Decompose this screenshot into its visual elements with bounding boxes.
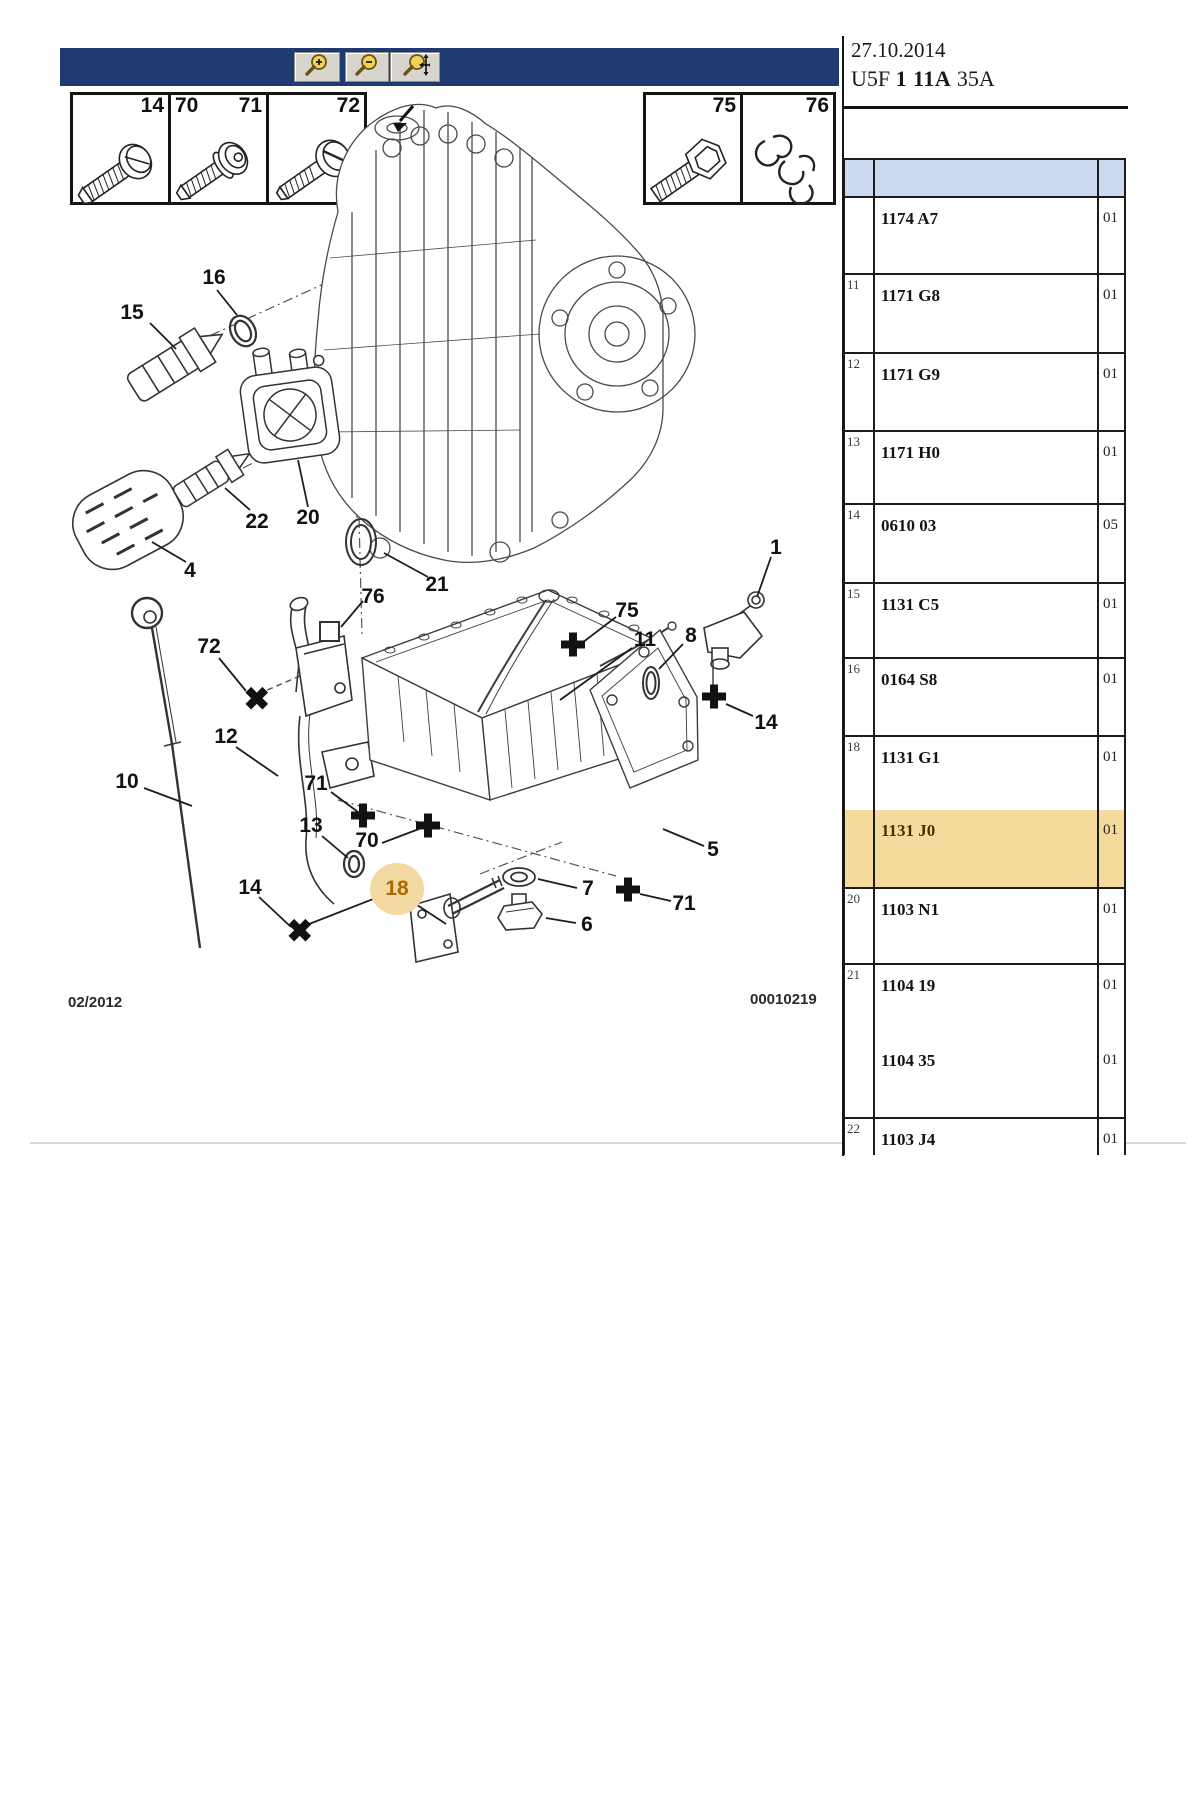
- table-row[interactable]: [843, 430, 1126, 503]
- callout-14[interactable]: 14: [754, 711, 778, 734]
- part-quantity: 01: [1103, 596, 1118, 612]
- callout-4[interactable]: 4: [184, 559, 196, 582]
- part-number[interactable]: 1171 G9: [881, 365, 941, 384]
- col-right: [1124, 158, 1126, 1155]
- part-13-seal-ring: [344, 851, 364, 877]
- row-index: 20: [847, 891, 860, 906]
- part-quantity: 01: [1103, 444, 1118, 460]
- row-index: 18: [847, 739, 860, 754]
- callout-71[interactable]: 71: [672, 892, 696, 915]
- table-row-selected[interactable]: [843, 810, 1126, 887]
- diagram-drawing-number: 00010219: [750, 991, 817, 1008]
- part-number[interactable]: 1171 H0: [881, 443, 941, 462]
- part-number[interactable]: 1131 C5: [881, 595, 940, 614]
- callout-13[interactable]: 13: [299, 814, 323, 837]
- panel-divider: [842, 36, 844, 1156]
- row-index: 22: [847, 1121, 860, 1136]
- legend-label: 14: [140, 94, 164, 117]
- fastener-cross-marker-icon: [615, 877, 641, 908]
- legend-label: 70: [175, 94, 199, 117]
- part-number[interactable]: 1131 J0: [881, 821, 936, 840]
- table-row[interactable]: [843, 503, 1126, 582]
- row-index: 13: [847, 434, 860, 449]
- callout-75[interactable]: 75: [615, 599, 639, 622]
- callout-70[interactable]: 70: [355, 829, 379, 852]
- fastener-cross-marker-icon: [560, 632, 586, 663]
- part-number[interactable]: 1104 35: [881, 1051, 936, 1070]
- table-row[interactable]: [843, 657, 1126, 735]
- parts-table: [843, 158, 1128, 1155]
- table-row[interactable]: [843, 582, 1126, 657]
- part-quantity: 01: [1103, 366, 1118, 382]
- callout-72[interactable]: 72: [197, 635, 221, 658]
- part-quantity: 05: [1103, 517, 1118, 533]
- fastener-cross-marker-icon: [415, 813, 441, 844]
- col-qty-divider: [1097, 158, 1099, 1155]
- part-number[interactable]: 0610 03: [881, 516, 937, 535]
- callout-76[interactable]: 76: [361, 585, 385, 608]
- callout-12[interactable]: 12: [214, 725, 238, 748]
- part-76-symbol: [320, 622, 339, 641]
- callout-14[interactable]: 14: [238, 876, 262, 899]
- part-quantity: 01: [1103, 1131, 1118, 1147]
- callout-1[interactable]: 1: [770, 536, 782, 559]
- part-number[interactable]: 1103 N1: [881, 900, 940, 919]
- table-row[interactable]: [843, 1040, 1126, 1117]
- table-row[interactable]: [843, 352, 1126, 430]
- callout-71[interactable]: 71: [304, 772, 328, 795]
- part-7-washer: [503, 868, 535, 886]
- diagram-date-code: 02/2012: [68, 994, 123, 1011]
- legend-label: 71: [238, 94, 262, 117]
- table-header-row: [843, 158, 1126, 198]
- part-quantity: 01: [1103, 977, 1118, 993]
- callout-15[interactable]: 15: [120, 301, 144, 324]
- part-10-dipstick: [132, 598, 200, 948]
- table-row[interactable]: [843, 1117, 1126, 1155]
- exploded-diagram: [0, 0, 850, 1030]
- part-4-oil-filter: [62, 459, 195, 580]
- table-row[interactable]: [843, 735, 1126, 810]
- code-suffix: 35A: [951, 66, 995, 91]
- row-index: 12: [847, 356, 860, 371]
- table-row[interactable]: [843, 196, 1126, 273]
- callout-10[interactable]: 10: [115, 770, 139, 793]
- row-index: 14: [847, 507, 860, 522]
- table-row[interactable]: [843, 273, 1126, 352]
- part-6-drain-plug: [498, 894, 542, 930]
- callout-6[interactable]: 6: [581, 913, 593, 936]
- part-number[interactable]: 1103 J4: [881, 1130, 936, 1149]
- callout-8[interactable]: 8: [685, 624, 697, 647]
- part-21-gasket: [346, 519, 376, 565]
- part-quantity: 01: [1103, 671, 1118, 687]
- header-catalog-code: [851, 66, 995, 92]
- engine-block-sketch: [314, 104, 695, 562]
- callout-5[interactable]: 5: [707, 838, 719, 861]
- fastener-cross-marker-icon: [350, 803, 376, 834]
- legend-label: 76: [805, 94, 829, 117]
- part-quantity: 01: [1103, 749, 1118, 765]
- callout-21[interactable]: 21: [425, 573, 449, 596]
- part-number[interactable]: 1174 A7: [881, 209, 939, 228]
- callout-7[interactable]: 7: [582, 877, 594, 900]
- table-row[interactable]: [843, 963, 1126, 1040]
- part-22-sensor: [170, 441, 257, 511]
- header-date: 27.10.2014: [851, 38, 946, 62]
- header-underline: [843, 106, 1128, 109]
- code-prefix: U5F: [851, 66, 896, 91]
- row-index: 21: [847, 967, 860, 982]
- part-16-seal: [225, 311, 261, 351]
- part-quantity: 01: [1103, 901, 1118, 917]
- part-1-level-sensor: [704, 592, 764, 689]
- row-index: 11: [847, 277, 860, 292]
- part-number[interactable]: 0164 S8: [881, 670, 938, 689]
- part-18-oil-pickup: [410, 874, 508, 962]
- legend-label: 75: [712, 94, 736, 117]
- part-quantity: 01: [1103, 1052, 1118, 1068]
- callout-18-selected[interactable]: 18: [385, 877, 409, 900]
- callout-22[interactable]: 22: [245, 510, 269, 533]
- callout-16[interactable]: 16: [202, 266, 226, 289]
- part-number[interactable]: 1131 G1: [881, 748, 941, 767]
- table-row[interactable]: [843, 887, 1126, 963]
- legend-label: 72: [336, 94, 360, 117]
- part-15-sensor: [123, 317, 232, 406]
- callout-20[interactable]: 20: [296, 506, 320, 529]
- part-quantity: 01: [1103, 822, 1118, 838]
- row-index: 16: [847, 661, 860, 676]
- part-number[interactable]: 1104 19: [881, 976, 936, 995]
- callout-11[interactable]: 11: [633, 628, 657, 651]
- part-number[interactable]: 1171 G8: [881, 286, 941, 305]
- part-quantity: 01: [1103, 287, 1118, 303]
- code-bold: 1 11A: [895, 66, 952, 91]
- part-8-seal: [643, 667, 659, 699]
- col-index-divider: [873, 158, 875, 1155]
- row-index: 15: [847, 586, 860, 601]
- fastener-cross-marker-icon: [701, 684, 727, 715]
- part-quantity: 01: [1103, 210, 1118, 226]
